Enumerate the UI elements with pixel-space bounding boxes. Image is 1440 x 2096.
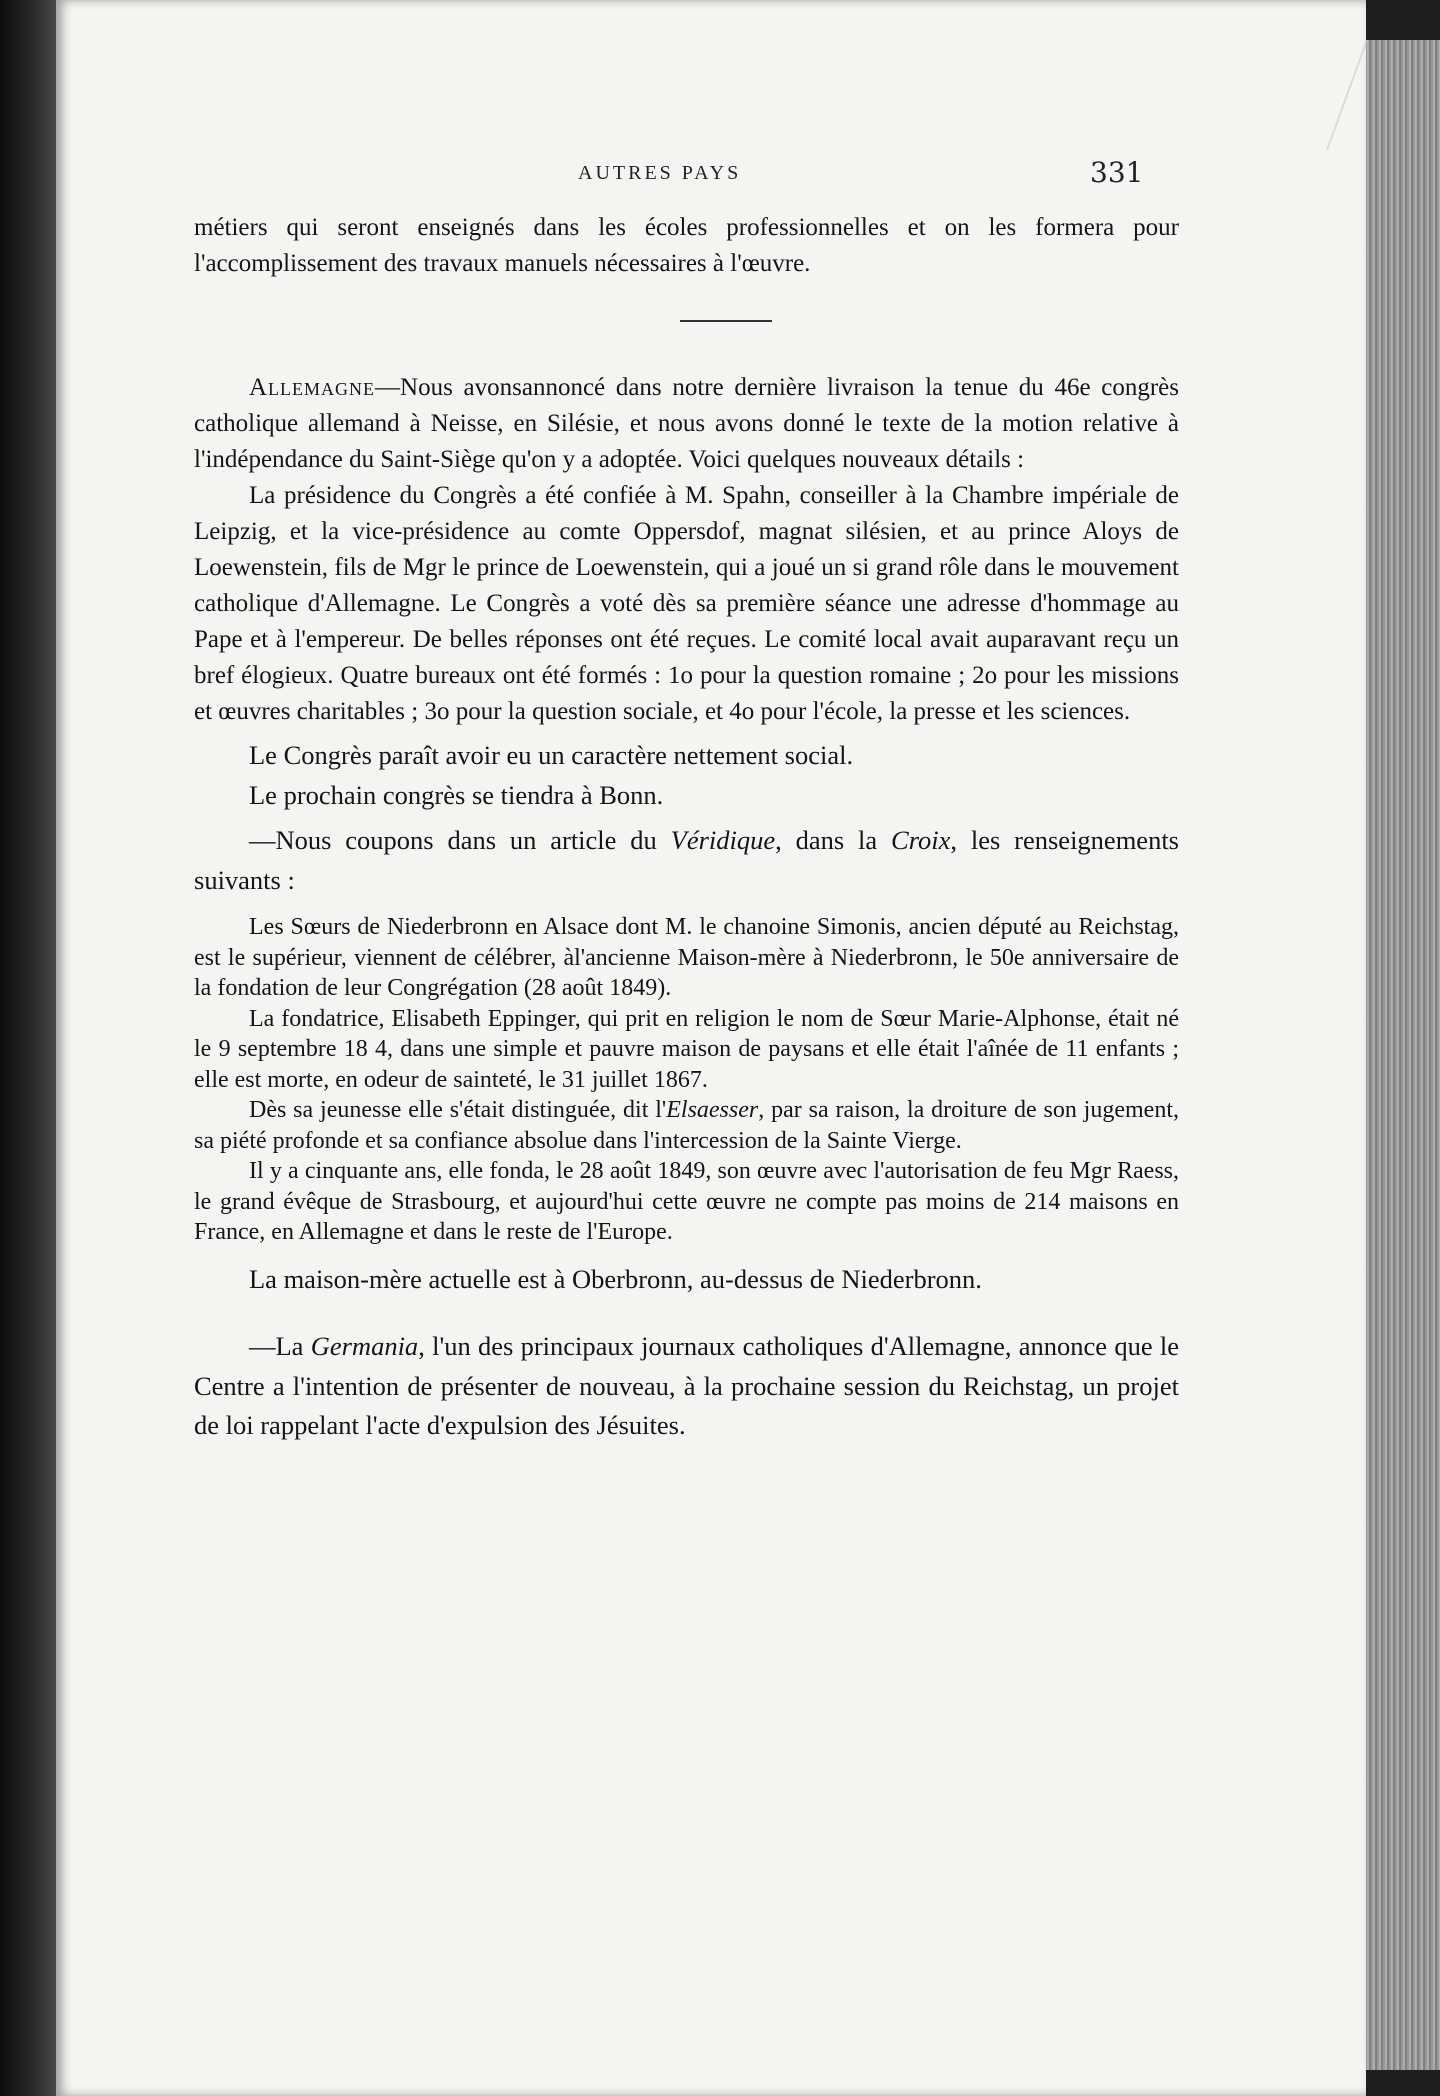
- quote-soeurs-niederbronn: Les Sœurs de Niederbronn en Alsace dont M. le chanoine Simonis, ancien député au Reichstag, est le supérieur, viennent de célébrer, àl'ancienne Maison-mère à Niederbronn, le 50e anniversaire de la fondation de leur Congrégation (28 août 1849).: [194, 914, 1179, 1001]
- book-binding-edge: [0, 0, 56, 2096]
- paragraph-continuation: métiers qui seront enseignés dans les écoles professionnelles et on les formera pour l'accomplissement des travaux manuels nécessaires à l'œuvre.: [194, 214, 1179, 277]
- paragraph-maison-mere: La maison-mère actuelle est à Oberbronn, au-dessus de Niederbronn.: [249, 1263, 982, 1294]
- paragraph-prochain-congres: Le prochain congrès se tiendra à Bonn.: [249, 779, 664, 810]
- quote-jeunesse-start: Dès sa jeunesse elle s'était distinguée, dit l': [249, 1097, 667, 1123]
- page-body: [194, 210, 1179, 1446]
- germania-text-start: —La: [249, 1331, 311, 1361]
- quote-jeunesse: [194, 1095, 1179, 1156]
- section-label-allemagne: Allemagne: [249, 374, 376, 401]
- paragraph-caractere-social: Le Congrès paraît avoir eu un caractère nettement social.: [249, 740, 854, 770]
- running-head: AUTRES PAYS: [578, 162, 742, 184]
- book-page: [56, 0, 1366, 2096]
- quote-jeunesse-end: , par sa raison, la droiture de son jugement, sa piété profonde et sa confiance absolue dans l'intercession de la Sainte Vierge.: [194, 1097, 1179, 1154]
- paragraph-germania: [194, 1327, 1179, 1446]
- paragraph-presidence: La présidence du Congrès a été confiée à M. Spahn, conseiller à la Chambre impériale de Leipzig, et la vice-présidence au comte Oppersdof, magnat silésien, et au prince Aloys de Loewenstein, fils de Mgr le prince de Loewenstein, qui a joué un si grand rôle dans le mouvement catholique d'Allemagne. Le Congrès a voté dès sa première séance une adresse d'hommage au Pape et à l'empereur. De belles réponses ont été reçues. Le comité local avait auparavant reçu un bref élogieux. Quatre bureaux ont été formés : 1o pour la question romaine ; 2o pour les missions et œuvres charitables ; 3o pour la question sociale, et 4o pour l'école, la presse et les sciences.: [194, 482, 1179, 725]
- section-divider: [194, 282, 1179, 370]
- veridique-title: Véridique: [670, 825, 776, 855]
- page-header: [56, 156, 1366, 202]
- veridique-text-end: , les renseignements suivants :: [194, 825, 1179, 895]
- page-number: 331: [1090, 156, 1144, 189]
- veridique-text-mid: , dans la: [775, 825, 892, 855]
- page-stack-edge: [1366, 40, 1440, 2070]
- croix-title: Croix: [891, 825, 951, 855]
- paragraph-veridique: [194, 821, 1179, 900]
- quote-fondatrice: La fondatrice, Elisabeth Eppinger, qui prit en religion le nom de Sœur Marie-Alphonse, était né le 9 septembre 18 4, dans une simple et pauvre maison de paysans et elle était l'aînée de 11 enfants ; elle est morte, en odeur de sainteté, le 31 juillet 1867.: [194, 1005, 1179, 1093]
- paragraph-allemagne: [194, 370, 1179, 478]
- paragraph-allemagne-text: —Nous avonsannoncé dans notre dernière livraison la tenue du 46e congrès catholique allemand à Neisse, en Silésie, et nous avons donné le texte de la motion relative à l'indépendance du Saint-Siège qu'on y a adoptée. Voici quelques nouveaux détails :: [194, 374, 1179, 473]
- quote-cinquante-ans: Il y a cinquante ans, elle fonda, le 28 août 1849, son œuvre avec l'autorisation de feu Mgr Raess, le grand évêque de Strasbourg, et aujourd'hui cette œuvre ne compte pas moins de 214 maisons en France, en Allemagne et dans le reste de l'Europe.: [194, 1158, 1179, 1245]
- veridique-text-start: —Nous coupons dans un article du: [249, 825, 671, 855]
- germania-title: Germania: [310, 1331, 419, 1361]
- germania-text-end: , l'un des principaux journaux catholiques d'Allemagne, annonce que le Centre a l'intention de présenter de nouveau, à la prochaine session du Reichstag, un projet de loi rappelant l'acte d'expulsion des Jésuites.: [194, 1331, 1179, 1440]
- divider-rule: [680, 320, 772, 322]
- elsaesser-title: Elsaesser: [666, 1097, 759, 1123]
